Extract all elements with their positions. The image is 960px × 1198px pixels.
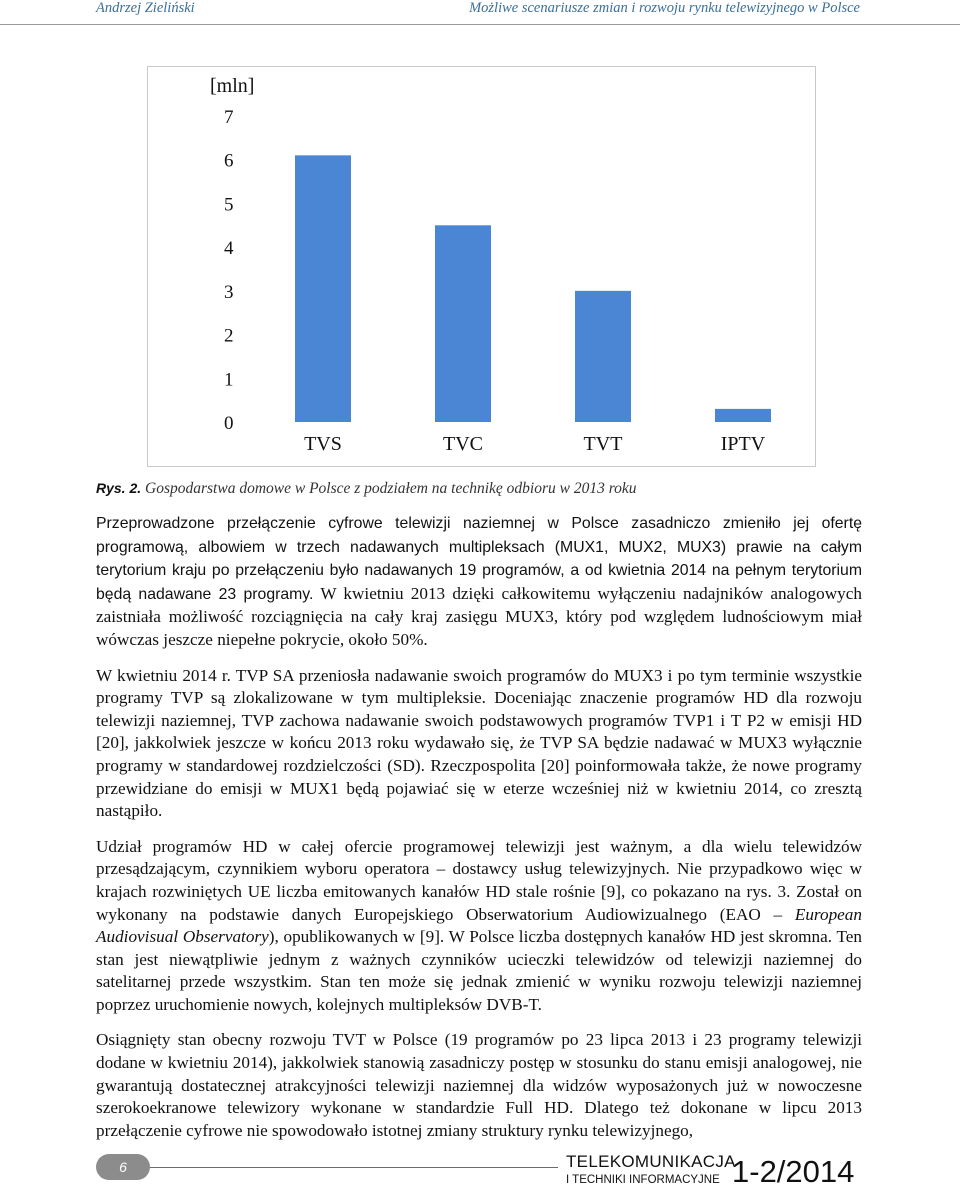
bar-chart (147, 66, 816, 467)
footer-rule (150, 1167, 558, 1168)
paragraph-3 (96, 836, 862, 1017)
x-tick-label-tvt: TVT (583, 433, 623, 455)
bar-tvc (435, 225, 491, 422)
header-title: Możliwe scenariusze zmian i rozwoju rynku telewizyjnego w Polsce (469, 0, 860, 16)
y-tick-label: 7 (224, 107, 234, 128)
journal-name-line1: TELEKOMUNIKACJA (566, 1152, 736, 1171)
journal-name (566, 1152, 736, 1186)
y-tick-label: 2 (224, 325, 234, 347)
figure-caption (96, 480, 637, 498)
journal-name-line2: I TECHNIKI INFORMACYJNE (566, 1174, 720, 1186)
x-tick-label-iptv: IPTV (720, 433, 766, 455)
bar-tvs (295, 155, 351, 422)
running-header (0, 0, 960, 25)
y-tick-label: 4 (224, 238, 234, 260)
chart-unit-label: [mln] (210, 75, 255, 97)
y-tick-label: 3 (224, 281, 234, 303)
x-tick-label-tvs: TVS (304, 433, 342, 455)
paragraph-4: Osiągnięty stan obecny rozwoju TVT w Polsce (19 programów po 23 lipca 2013 i 23 programy telewizji dodane w kwietniu 2014), jakkolwiek stanowią zasadniczy postęp w stosunku do stanu emisji analogowej, nie gwarantują dostatecznej atrakcyjności telewizji naziemnej dla widzów wyposażonych już w nowoczesne szerokoekranowe telewizory wykonane w standardzie Full HD. Dlatego też dokonane w lipcu 2013 przełączenie cyfrowe nie spowodowało istotnej zmiany struktury rynku telewizyjnego, (96, 1030, 862, 1140)
y-tick-label: 5 (224, 194, 234, 216)
paragraph-3-part-b: ), opublikowanych w [9]. W Polsce liczba dostępnych kanałów HD jest skromna. Ten stan jest niewątpliwie jednym z ważnych czynników ucieczki telewidzów od telewizji naziemnej do satelitarnej przede wszystkim. Stan ten może się jednak zmienić w wyniku rozwoju telewizji naziemnej poprzez uruchomienie nowych, kolejnych multipleksów DVB-T. (96, 927, 862, 1014)
y-tick-label: 0 (224, 413, 234, 434)
page-footer (0, 1150, 960, 1198)
y-tick-label: 6 (224, 150, 234, 172)
issue-number: 1-2/2014 (732, 1154, 855, 1189)
body-text (96, 512, 862, 1155)
paragraph-1 (96, 512, 862, 652)
paragraph-1-part-b: W kwietniu 2013 dzięki całkowitemu wyłączeniu nadajników analogowych zaistniała możliwość rozciągnięcia na cały kraj zasięgu MUX3, który pod względem ludnościowym miał wówczas jeszcze niepełne pokrycie, około 50%. (96, 583, 862, 649)
x-tick-label-tvc: TVC (443, 433, 483, 455)
paragraph-3-part-a: Udział programów HD w całej ofercie programowej telewizji jest ważnym, a dla wielu telewidzów przesądzającym, czynnikiem wyboru operatora – dostawcy usług telewizyjnych. Nie przypadkowo więc w krajach rozwiniętych UE liczba emitowanych kanałów HD stale rośnie [9], co pokazano na rys. 3. Został on wykonany na podstawie danych Europejskiego Obserwatorium Audiowizualnego (EAO – (96, 836, 862, 924)
header-author: Andrzej Zieliński (96, 0, 195, 16)
paragraph-1-part-a: Przeprowadzone przełączenie cyfrowe telewizji naziemnej w Polsce zasadniczo zmieniło jej ofertę programową, albowiem w trzech nadawanych multipleksach (MUX1, MUX2, MUX3) prawie na całym terytorium kraju po przełączeniu było nadawanych 19 programów, a od kwietnia 2014 na pełnym terytorium będą nadawane 23 programy. (96, 515, 862, 603)
figure-number: Rys. 2. (96, 480, 142, 496)
paragraph-3-italic: European Audiovisual Observatory (96, 904, 862, 947)
figure-caption-text: Gospodarstwa domowe w Polsce z podziałem na technikę odbioru w 2013 roku (145, 480, 637, 497)
chart-canvas (148, 67, 815, 466)
bar-tvt (575, 291, 631, 422)
bar-iptv (715, 409, 771, 422)
y-tick-label: 1 (224, 369, 234, 391)
paragraph-2: W kwietniu 2014 r. TVP SA przeniosła nadawanie swoich programów do MUX3 i po tym terminie wszystkie programy TVP są zlokalizowane w tym multipleksie. Doceniając znaczenie programów HD dla rozwoju telewizji naziemnej, TVP zachowa nadawanie swoich podstawowych programów TVP1 i T P2 w emisji HD [20], jakkolwiek jeszcze w końcu 2013 roku wydawało się, że TVP SA będzie nadawać w MUX3 wyłącznie programy w standardowej rozdzielczości (SD). Rzeczpospolita [20] poinformowała także, że nowe programy przewidziane do emisji w MUX1 będą pojawiać się w eterze wcześniej niż w kwietniu 2014, co zresztą nastąpiło. (96, 665, 862, 821)
page-number: 6 (96, 1154, 150, 1180)
